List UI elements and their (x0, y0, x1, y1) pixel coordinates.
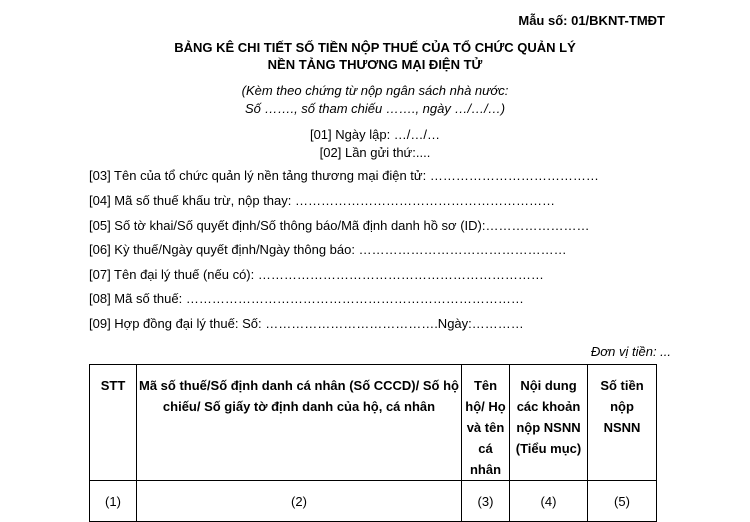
table-index-row (90, 481, 657, 522)
tax-code-field: [08] Mã số thuế: …………………………………………………………………… (89, 291, 524, 306)
currency-unit: Đơn vị tiền: ... (590, 344, 671, 359)
col-header-amount: Số tiền nộp NSNN (588, 365, 657, 481)
tax-agent-contract-field: [09] Hợp đồng đại lý thuế: Số: ………………………………….Ngày:………… (89, 316, 524, 331)
created-date-field: [01] Ngày lập: …/…/… (309, 127, 441, 142)
withholding-tax-code-field: [04] Mã số thuế khấu trừ, nộp thay: …………………………………………………… (89, 193, 555, 208)
tax-period-field: [06] Kỳ thuế/Ngày quyết định/Ngày thông báo: ………………………………………… (89, 242, 567, 257)
table-cell: (1) (90, 481, 137, 522)
table-header-row (90, 365, 657, 481)
submission-count-field: [02] Lần gửi thứ:.... (319, 145, 431, 160)
table-cell: (5) (588, 481, 657, 522)
attachment-note-line1: (Kèm theo chứng từ nộp ngân sách nhà nước: (241, 83, 509, 98)
table-cell: (4) (510, 481, 588, 522)
form-number: Mẫu số: 01/BKNT-TMĐT (518, 13, 665, 28)
col-header-stt: STT (90, 365, 137, 481)
declaration-id-field: [05] Số tờ khai/Số quyết định/Số thông báo/Mã định danh hồ sơ (ID):…………………… (89, 218, 590, 233)
table-cell: (3) (462, 481, 510, 522)
platform-org-name-field: [03] Tên của tổ chức quản lý nền tảng thương mại điện tử: ………………………………… (89, 168, 599, 183)
document-title-line1: BẢNG KÊ CHI TIẾT SỐ TIỀN NỘP THUẾ CỦA TỔ CHỨC QUẢN LÝ (174, 40, 576, 55)
tax-agent-name-field: [07] Tên đại lý thuế (nếu có): ………………………………………………………… (89, 267, 544, 282)
col-header-id-number: Mã số thuế/Số định danh cá nhân (Số CCCD)/ Số hộ chiếu/ Số giấy tờ định danh của hộ, cá nhân (137, 365, 462, 481)
col-header-payment-content: Nội dung các khoản nộp NSNN (Tiểu mục) (510, 365, 588, 481)
tax-payment-table (89, 364, 657, 522)
col-header-name: Tên hộ/ Họ và tên cá nhân (462, 365, 510, 481)
attachment-note-line2: Số ……., số tham chiếu ……., ngày …/…/…) (244, 101, 506, 116)
table-cell: (2) (137, 481, 462, 522)
document-title-line2: NỀN TẢNG THƯƠNG MẠI ĐIỆN TỬ (267, 57, 483, 72)
